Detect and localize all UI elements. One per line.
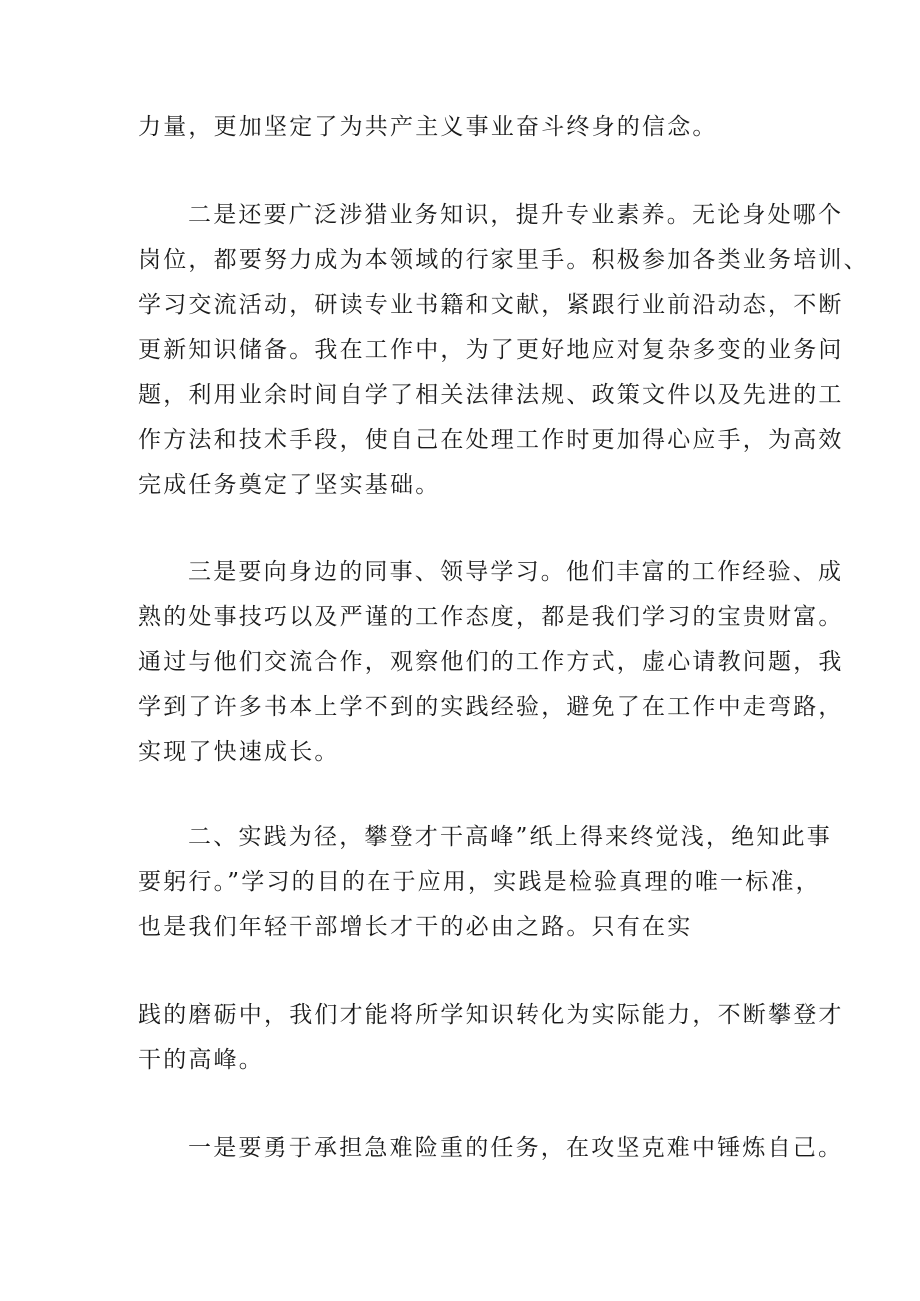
paragraph-line: 一是要勇于承担急难险重的任务，在攻坚克难中锤炼自己。	[188, 1135, 844, 1161]
paragraph-line: 熟的处事技巧以及严谨的工作态度，都是我们学习的宝贵财富。	[138, 604, 844, 630]
paragraph-line: 岗位，都要努力成为本领域的行家里手。积极参加各类业务培训、	[138, 247, 869, 273]
paragraph-line: 要躬行。”学习的目的在于应用，实践是检验真理的唯一标准，	[138, 869, 821, 895]
paragraph-line: 更新知识储备。我在工作中，为了更好地应对复杂多变的业务问	[138, 337, 844, 363]
paragraph-line: 通过与他们交流合作，观察他们的工作方式，虚心请教问题，我	[138, 649, 844, 675]
paragraph-line: 学到了许多书本上学不到的实践经验，避免了在工作中走弯路，	[138, 694, 844, 720]
paragraph-line: 作方法和技术手段，使自己在处理工作时更加得心应手，为高效	[138, 427, 844, 453]
paragraph-line: 实现了快速成长。	[138, 739, 340, 765]
paragraph-line: 践的磨砺中，我们才能将所学知识转化为实际能力，不断攀登才	[138, 1002, 844, 1028]
paragraph-line: 二是还要广泛涉猎业务知识，提升专业素养。无论身处哪个	[188, 202, 844, 228]
paragraph-line: 三是要向身边的同事、领导学习。他们丰富的工作经验、成	[188, 559, 844, 585]
paragraph-line: 也是我们年轻干部增长才干的必由之路。只有在实	[138, 914, 693, 940]
paragraph-line: 干的高峰。	[138, 1047, 264, 1073]
paragraph-line: 题，利用业余时间自学了相关法律法规、政策文件以及先进的工	[138, 382, 844, 408]
paragraph-line: 力量，更加坚定了为共产主义事业奋斗终身的信念。	[138, 114, 718, 140]
section-heading-line: 二、实践为径，攀登才干高峰”纸上得来终觉浅，绝知此事	[188, 824, 832, 850]
paragraph-line: 学习交流活动，研读专业书籍和文献，紧跟行业前沿动态，不断	[138, 292, 844, 318]
paragraph-line: 完成任务奠定了坚实基础。	[138, 472, 441, 498]
